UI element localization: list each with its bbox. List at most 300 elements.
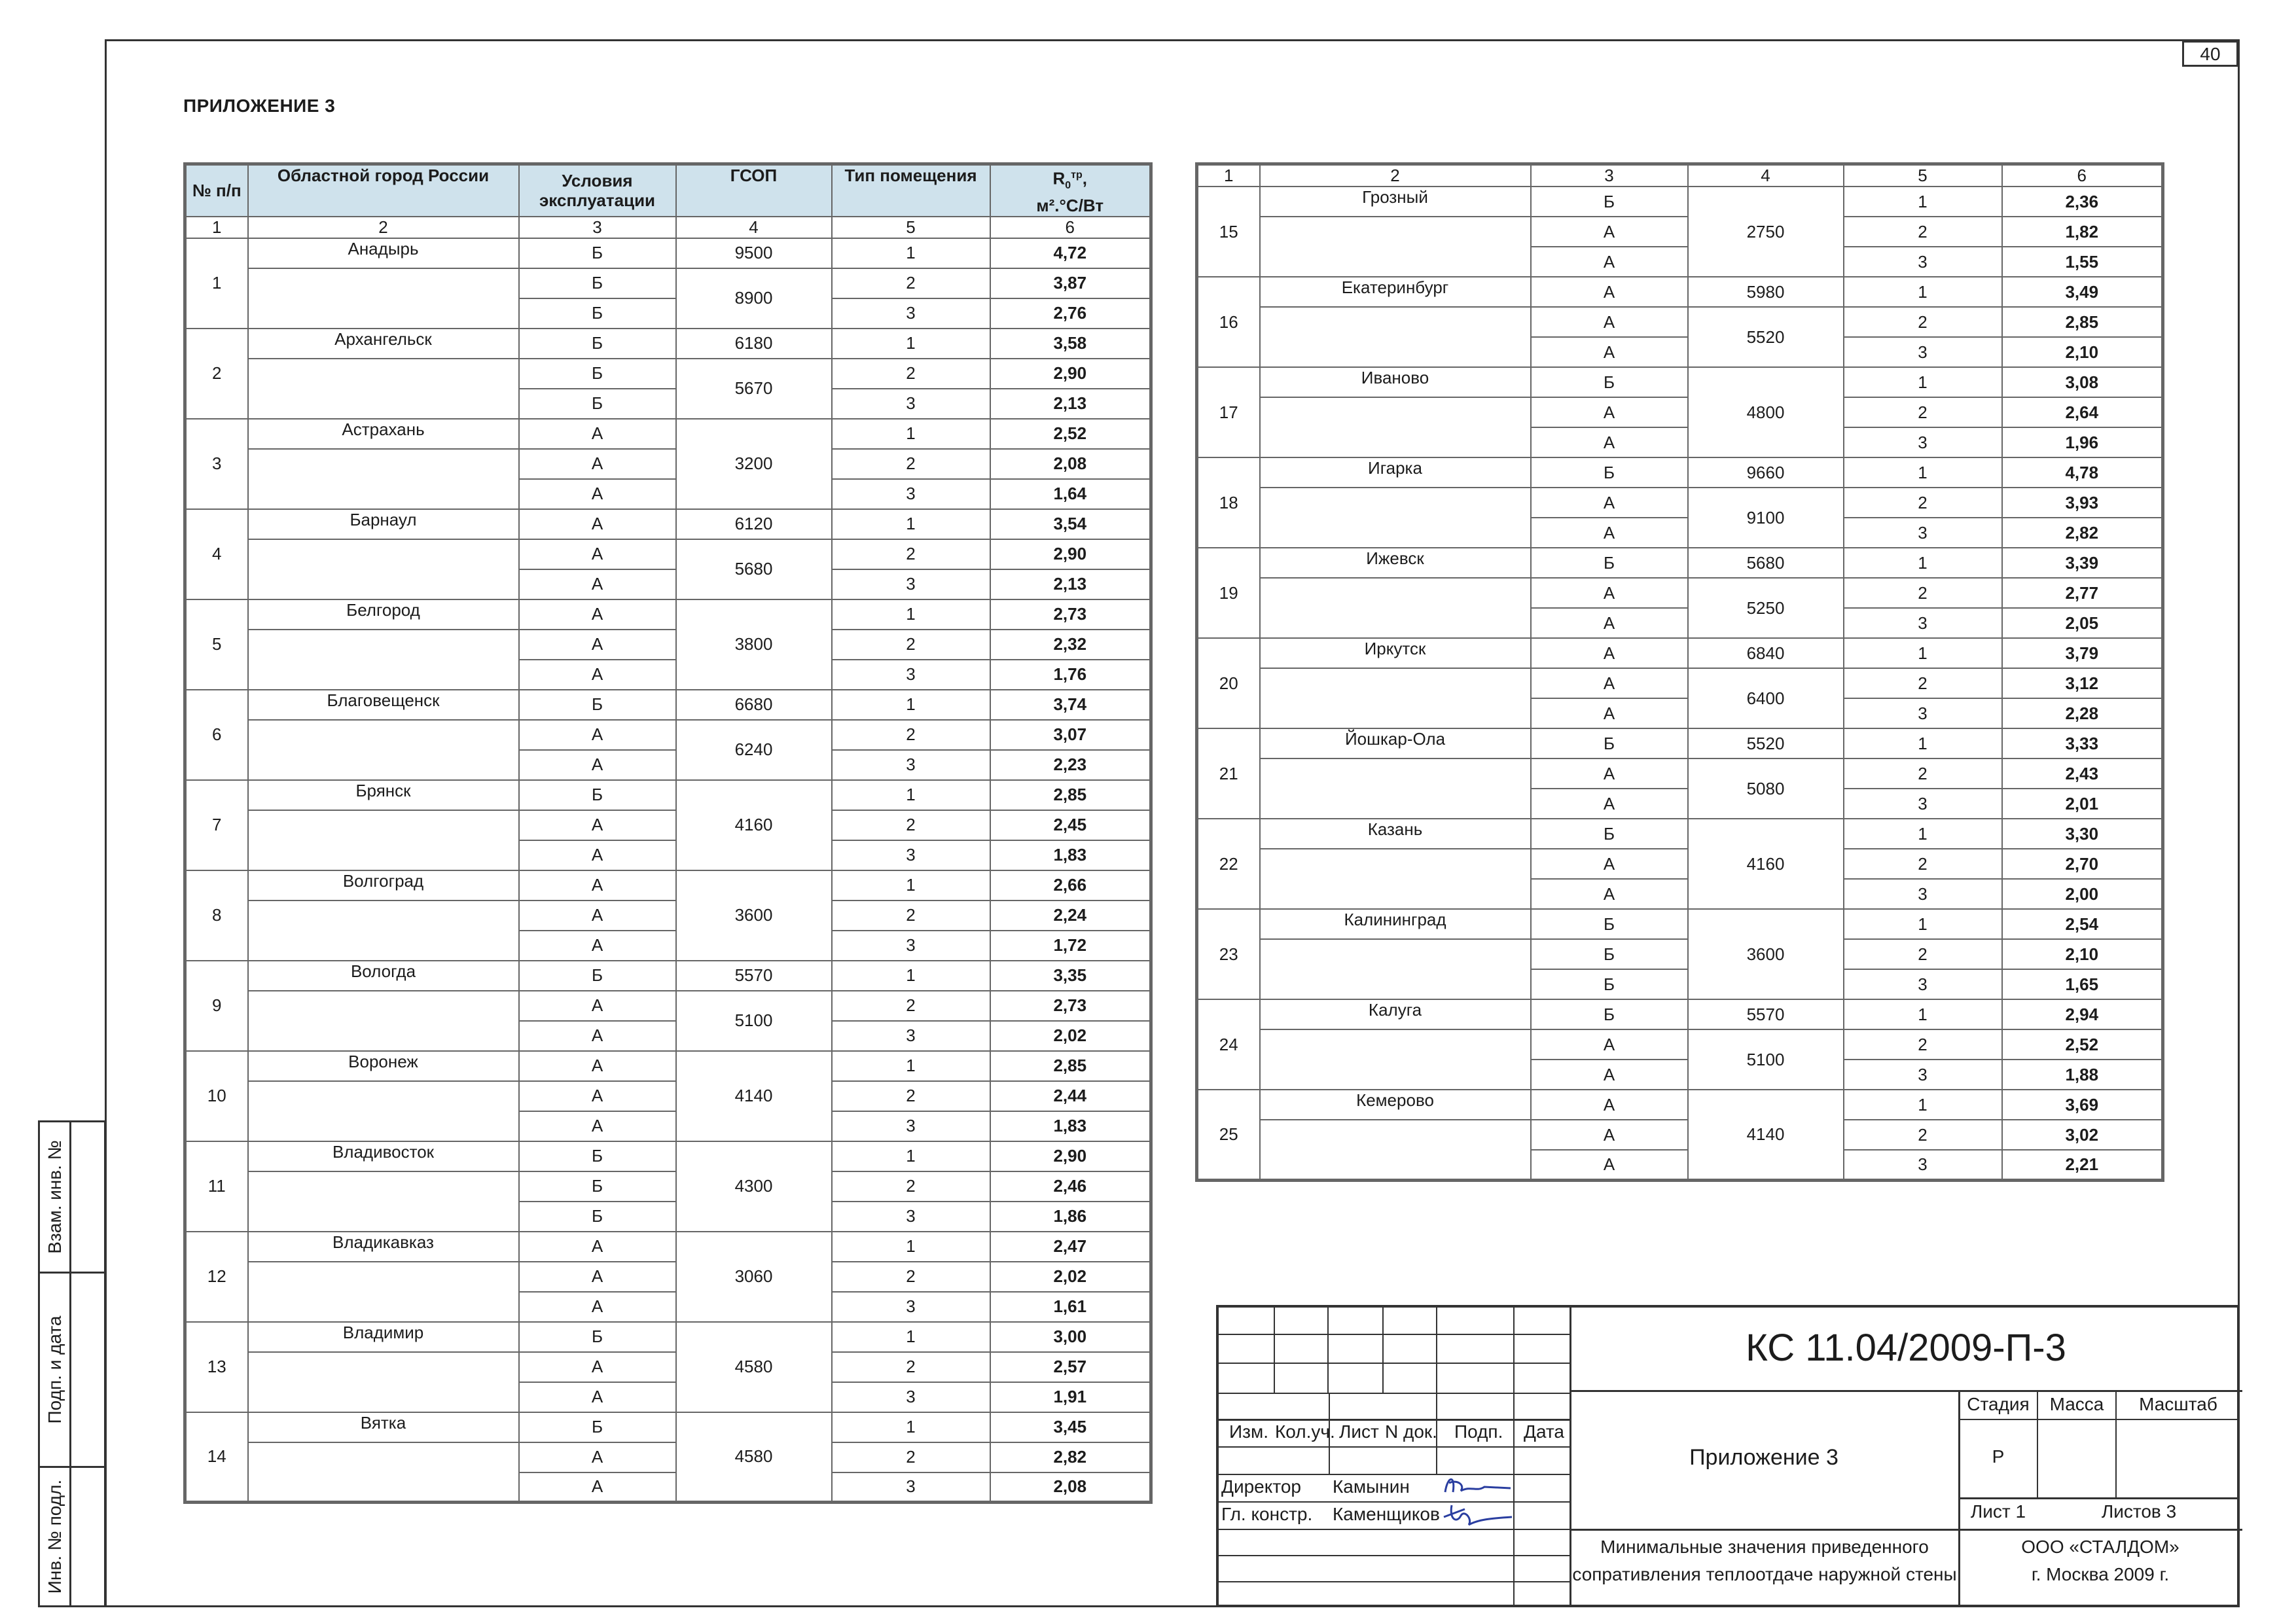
resistance-value-cell: 2,10 (2002, 939, 2163, 969)
resistance-value-cell: 3,87 (990, 268, 1151, 298)
room-type-cell: 1 (832, 690, 990, 720)
room-type-cell: 3 (1844, 427, 2002, 457)
row-number-cell: 1 (185, 238, 248, 329)
header-city: Областной город России (248, 164, 519, 217)
resistance-value-cell: 2,90 (990, 539, 1151, 569)
resistance-value-cell: 2,02 (990, 1262, 1151, 1292)
condition-cell: Б (1531, 909, 1688, 939)
city-name-cell: Архангельск (248, 329, 519, 359)
resistance-value-cell: 2,85 (990, 1051, 1151, 1081)
gsop-cell: 6120 (676, 509, 832, 539)
room-type-cell: 2 (832, 1081, 990, 1111)
table-row (1197, 909, 2163, 939)
row-number-cell: 13 (185, 1322, 248, 1412)
condition-cell: Б (1531, 187, 1688, 217)
resistance-value-cell: 4,72 (990, 238, 1151, 268)
room-type-cell: 2 (1844, 488, 2002, 518)
condition-cell: Б (519, 1171, 676, 1202)
gsop-cell: 5680 (676, 539, 832, 599)
resistance-value-cell: 3,79 (2002, 638, 2163, 668)
table-row (1197, 1029, 2163, 1060)
room-type-cell: 3 (832, 389, 990, 419)
gsop-cell: 6400 (1688, 668, 1844, 728)
room-type-cell: 3 (832, 931, 990, 961)
gsop-cell: 6680 (676, 690, 832, 720)
table-row (185, 991, 1151, 1021)
resistance-value-cell: 3,00 (990, 1322, 1151, 1352)
table-row (185, 419, 1151, 449)
room-type-cell: 1 (832, 1232, 990, 1262)
room-type-cell: 2 (1844, 939, 2002, 969)
table-row (185, 1141, 1151, 1171)
resistance-value-cell: 2,85 (2002, 307, 2163, 337)
row-number-cell: 16 (1197, 277, 1260, 367)
room-type-cell: 2 (832, 991, 990, 1021)
gsop-cell: 5980 (1688, 277, 1844, 307)
condition-cell: А (519, 1021, 676, 1051)
gsop-cell: 5100 (676, 991, 832, 1051)
city-name-cell: Волгоград (248, 870, 519, 901)
side-stamp-label-inv: Инв. № подл. (40, 1468, 71, 1605)
gsop-cell: 5100 (1688, 1029, 1844, 1090)
room-type-cell: 1 (1844, 819, 2002, 849)
room-type-cell: 3 (1844, 518, 2002, 548)
condition-cell: А (519, 1051, 676, 1081)
resistance-value-cell: 3,30 (2002, 819, 2163, 849)
row-number-cell: 11 (185, 1141, 248, 1232)
table-row (1197, 488, 2163, 518)
column-number: 5 (832, 217, 990, 238)
room-type-cell: 2 (832, 359, 990, 389)
resistance-value-cell: 2,00 (2002, 879, 2163, 909)
resistance-value-cell: 4,78 (2002, 457, 2163, 488)
city-empty-cell (248, 1081, 519, 1141)
table-row (185, 599, 1151, 630)
table-row (1197, 728, 2163, 758)
gsop-cell: 3060 (676, 1232, 832, 1322)
room-type-cell: 2 (832, 720, 990, 750)
condition-cell: А (519, 750, 676, 780)
gsop-cell: 5520 (1688, 307, 1844, 367)
row-number-cell: 7 (185, 780, 248, 870)
organization-city-year: г. Москва 2009 г. (2031, 1564, 2170, 1584)
condition-cell: А (1531, 488, 1688, 518)
room-type-cell: 2 (1844, 1029, 2002, 1060)
column-number: 6 (990, 217, 1151, 238)
gsop-cell: 4160 (1688, 819, 1844, 909)
stage-value: Р (1992, 1446, 2005, 1467)
condition-cell: Б (1531, 367, 1688, 397)
row-number-cell: 22 (1197, 819, 1260, 909)
room-type-cell: 1 (832, 238, 990, 268)
table-row (185, 238, 1151, 268)
city-name-cell: Екатеринбург (1260, 277, 1531, 307)
gsop-cell: 5680 (1688, 548, 1844, 578)
condition-cell: А (1531, 608, 1688, 638)
resistance-value-cell: 2,90 (990, 359, 1151, 389)
gsop-cell: 4800 (1688, 367, 1844, 457)
city-name-cell: Ижевск (1260, 548, 1531, 578)
city-empty-cell (248, 268, 519, 329)
room-type-cell: 1 (1844, 999, 2002, 1029)
gsop-cell: 5250 (1688, 578, 1844, 638)
room-type-cell: 3 (832, 840, 990, 870)
row-number-cell: 24 (1197, 999, 1260, 1090)
gsop-cell: 8900 (676, 268, 832, 329)
resistance-value-cell: 1,76 (990, 660, 1151, 690)
table-row (1197, 819, 2163, 849)
table-row (185, 1352, 1151, 1382)
resistance-value-cell: 3,49 (2002, 277, 2163, 307)
gsop-cell: 3200 (676, 419, 832, 509)
resistance-value-cell: 2,21 (2002, 1150, 2163, 1180)
condition-cell: Б (519, 1322, 676, 1352)
description-line-1: Минимальные значения приведенного (1600, 1537, 1929, 1557)
city-empty-cell (248, 539, 519, 599)
organization-name: ООО «СТАЛДОМ» (2021, 1537, 2179, 1557)
resistance-value-cell: 2,43 (2002, 758, 2163, 789)
condition-cell: А (519, 1472, 676, 1503)
condition-cell: А (519, 1292, 676, 1322)
condition-cell: Б (1531, 728, 1688, 758)
row-number-cell: 19 (1197, 548, 1260, 638)
table-row (1197, 277, 2163, 307)
resistance-value-cell: 2,85 (990, 780, 1151, 810)
city-empty-cell (1260, 217, 1531, 277)
city-name-cell: Брянск (248, 780, 519, 810)
condition-cell: А (519, 569, 676, 599)
condition-cell: А (1531, 698, 1688, 728)
condition-cell: А (1531, 668, 1688, 698)
row-number-cell: 18 (1197, 457, 1260, 548)
room-type-cell: 3 (1844, 789, 2002, 819)
room-type-cell: 2 (832, 1352, 990, 1382)
city-empty-cell (248, 720, 519, 780)
room-type-cell: 1 (832, 961, 990, 991)
room-type-cell: 3 (832, 479, 990, 509)
resistance-value-cell: 3,35 (990, 961, 1151, 991)
resistance-value-cell: 1,83 (990, 1111, 1151, 1141)
gsop-cell: 5570 (676, 961, 832, 991)
condition-cell: А (1531, 1120, 1688, 1150)
room-type-cell: 1 (1844, 1090, 2002, 1120)
row-number-cell: 10 (185, 1051, 248, 1141)
city-empty-cell (1260, 758, 1531, 819)
resistance-value-cell: 2,24 (990, 901, 1151, 931)
resistance-value-cell: 2,47 (990, 1232, 1151, 1262)
gsop-cell: 6180 (676, 329, 832, 359)
city-empty-cell (248, 359, 519, 419)
chief-role: Гл. констр. (1221, 1504, 1313, 1524)
condition-cell: Б (519, 298, 676, 329)
condition-cell: А (519, 509, 676, 539)
table-row (185, 359, 1151, 389)
resistance-value-cell: 2,02 (990, 1021, 1151, 1051)
document-code: КС 11.04/2009-П-3 (1746, 1327, 2066, 1369)
condition-cell: А (1531, 758, 1688, 789)
condition-cell: А (1531, 849, 1688, 879)
resistance-value-cell: 2,08 (990, 449, 1151, 479)
condition-cell: Б (1531, 548, 1688, 578)
gsop-cell: 5570 (1688, 999, 1844, 1029)
condition-cell: Б (1531, 819, 1688, 849)
table-row (185, 1262, 1151, 1292)
room-type-cell: 1 (832, 780, 990, 810)
table-row (185, 1171, 1151, 1202)
mass-label: Масса (2049, 1394, 2104, 1414)
resistance-value-cell: 2,32 (990, 630, 1151, 660)
table-row (1197, 397, 2163, 427)
city-name-cell: Владимир (248, 1322, 519, 1352)
room-type-cell: 1 (832, 1322, 990, 1352)
condition-cell: А (519, 870, 676, 901)
resistance-value-cell: 2,08 (990, 1472, 1151, 1503)
room-type-cell: 2 (832, 1171, 990, 1202)
resistance-value-cell: 1,88 (2002, 1060, 2163, 1090)
city-name-cell: Йошкар-Ола (1260, 728, 1531, 758)
condition-cell: А (519, 840, 676, 870)
room-type-cell: 2 (832, 810, 990, 840)
condition-cell: А (1531, 397, 1688, 427)
col-label-izm: Изм. (1229, 1421, 1268, 1442)
table-row (185, 449, 1151, 479)
table-row (185, 1412, 1151, 1442)
room-type-cell: 1 (832, 1412, 990, 1442)
table-row (1197, 638, 2163, 668)
row-number-cell: 4 (185, 509, 248, 599)
row-number-cell: 5 (185, 599, 248, 690)
condition-cell: А (519, 1232, 676, 1262)
gsop-cell: 4580 (676, 1412, 832, 1503)
side-stamp-label-vzam: Взам. инв. № (40, 1122, 71, 1272)
table-row (185, 1322, 1151, 1352)
table-row (185, 268, 1151, 298)
city-empty-cell (248, 449, 519, 509)
director-role: Директор (1221, 1476, 1301, 1497)
table-row (1197, 1090, 2163, 1120)
condition-cell: А (1531, 217, 1688, 247)
column-number: 3 (519, 217, 676, 238)
col-label-data: Дата (1524, 1421, 1565, 1442)
condition-cell: А (1531, 578, 1688, 608)
city-name-cell: Калининград (1260, 909, 1531, 939)
room-type-cell: 1 (1844, 909, 2002, 939)
room-type-cell: 3 (832, 569, 990, 599)
city-empty-cell (1260, 668, 1531, 728)
column-number: 2 (1260, 164, 1531, 187)
condition-cell: А (519, 419, 676, 449)
room-type-cell: 3 (832, 1111, 990, 1141)
gsop-cell: 4140 (1688, 1090, 1844, 1180)
room-type-cell: 2 (1844, 849, 2002, 879)
condition-cell: Б (519, 329, 676, 359)
room-type-cell: 1 (832, 870, 990, 901)
room-type-cell: 2 (1844, 758, 2002, 789)
condition-cell: А (519, 1262, 676, 1292)
gsop-cell: 4300 (676, 1141, 832, 1232)
director-signature (1439, 1472, 1515, 1501)
resistance-value-cell: 2,77 (2002, 578, 2163, 608)
condition-cell: А (1531, 518, 1688, 548)
col-label-list: Лист (1339, 1421, 1379, 1442)
condition-cell: А (1531, 277, 1688, 307)
room-type-cell: 2 (1844, 217, 2002, 247)
city-empty-cell (1260, 1120, 1531, 1180)
room-type-cell: 3 (832, 660, 990, 690)
room-type-cell: 3 (1844, 969, 2002, 999)
row-number-cell: 23 (1197, 909, 1260, 999)
condition-cell: Б (1531, 999, 1688, 1029)
room-type-cell: 1 (832, 1141, 990, 1171)
resistance-value-cell: 1,72 (990, 931, 1151, 961)
gsop-cell: 4140 (676, 1051, 832, 1141)
table-row (185, 961, 1151, 991)
condition-cell: А (1531, 307, 1688, 337)
city-name-cell: Калуга (1260, 999, 1531, 1029)
resistance-value-cell: 1,86 (990, 1202, 1151, 1232)
page-number: 40 (2182, 41, 2238, 67)
chief-name: Каменщиков (1333, 1504, 1440, 1524)
resistance-value-cell: 2,57 (990, 1352, 1151, 1382)
room-type-cell: 2 (832, 449, 990, 479)
condition-cell: Б (519, 1412, 676, 1442)
side-stamp-row-vzam (38, 1120, 106, 1274)
resistance-value-cell: 2,66 (990, 870, 1151, 901)
row-number-cell: 9 (185, 961, 248, 1051)
city-name-cell: Белгород (248, 599, 519, 630)
row-number-cell: 8 (185, 870, 248, 961)
resistance-value-cell: 3,93 (2002, 488, 2163, 518)
city-name-cell: Владивосток (248, 1141, 519, 1171)
director-name: Камынин (1333, 1476, 1410, 1497)
room-type-cell: 2 (832, 630, 990, 660)
resistance-value-cell: 2,90 (990, 1141, 1151, 1171)
gsop-cell: 5080 (1688, 758, 1844, 819)
resistance-value-cell: 2,10 (2002, 337, 2163, 367)
condition-cell: Б (519, 238, 676, 268)
room-type-cell: 2 (1844, 307, 2002, 337)
column-number: 5 (1844, 164, 2002, 187)
column-number-row (1197, 164, 2163, 187)
resistance-value-cell: 1,61 (990, 1292, 1151, 1322)
column-number: 2 (248, 217, 519, 238)
gsop-cell: 6240 (676, 720, 832, 780)
resistance-value-cell: 2,52 (990, 419, 1151, 449)
condition-cell: А (519, 630, 676, 660)
city-empty-cell (1260, 1029, 1531, 1090)
city-empty-cell (1260, 307, 1531, 367)
room-type-cell: 1 (832, 1051, 990, 1081)
gsop-cell: 2750 (1688, 187, 1844, 277)
condition-cell: А (519, 599, 676, 630)
header-conditions: Условия эксплуатации (519, 164, 676, 217)
resistance-value-cell: 3,33 (2002, 728, 2163, 758)
col-label-kolvo: Кол.уч. (1275, 1421, 1335, 1442)
row-number-cell: 20 (1197, 638, 1260, 728)
column-number: 3 (1531, 164, 1688, 187)
table-row (1197, 187, 2163, 217)
condition-cell: Б (519, 961, 676, 991)
city-name-cell: Иваново (1260, 367, 1531, 397)
city-name-cell: Благовещенск (248, 690, 519, 720)
city-empty-cell (248, 1262, 519, 1322)
table-row (185, 329, 1151, 359)
condition-cell: А (1531, 1090, 1688, 1120)
resistance-value-cell: 3,74 (990, 690, 1151, 720)
room-type-cell: 3 (1844, 698, 2002, 728)
city-empty-cell (1260, 939, 1531, 999)
room-type-cell: 3 (832, 298, 990, 329)
room-type-cell: 2 (832, 1262, 990, 1292)
room-type-cell: 1 (1844, 638, 2002, 668)
resistance-value-cell: 2,05 (2002, 608, 2163, 638)
room-type-cell: 2 (1844, 1120, 2002, 1150)
gsop-cell: 6840 (1688, 638, 1844, 668)
table-row (1197, 939, 2163, 969)
row-number-cell: 21 (1197, 728, 1260, 819)
side-stamp-row-inv (38, 1466, 106, 1607)
gsop-cell: 3800 (676, 599, 832, 690)
room-type-cell: 1 (1844, 548, 2002, 578)
sheets-total: Листов 3 (2101, 1501, 2177, 1522)
room-type-cell: 3 (1844, 608, 2002, 638)
condition-cell: Б (519, 780, 676, 810)
sheet-number: Лист 1 (1970, 1501, 2026, 1522)
room-type-cell: 3 (832, 1472, 990, 1503)
left-data-table (183, 162, 1153, 1504)
condition-cell: А (519, 931, 676, 961)
header-room-type: Тип помещения (832, 164, 990, 217)
city-empty-cell (248, 630, 519, 690)
city-name-cell: Астрахань (248, 419, 519, 449)
resistance-value-cell: 2,45 (990, 810, 1151, 840)
room-type-cell: 1 (1844, 187, 2002, 217)
header-resistance: $R_0^{тр}$, м².°С/Вт (990, 164, 1151, 217)
table-row (185, 810, 1151, 840)
row-number-cell: 2 (185, 329, 248, 419)
row-number-cell: 25 (1197, 1090, 1260, 1180)
row-number-cell: 17 (1197, 367, 1260, 457)
sheet-title: Приложение 3 (1689, 1445, 1839, 1470)
side-stamp (38, 1120, 107, 1607)
condition-cell: Б (519, 1202, 676, 1232)
resistance-value-cell: 3,08 (2002, 367, 2163, 397)
condition-cell: А (1531, 427, 1688, 457)
column-number: 4 (676, 217, 832, 238)
column-number-row (185, 217, 1151, 238)
city-name-cell: Вологда (248, 961, 519, 991)
resistance-value-cell: 2,52 (2002, 1029, 2163, 1060)
condition-cell: А (519, 1382, 676, 1412)
condition-cell: А (519, 1081, 676, 1111)
city-name-cell: Иркутск (1260, 638, 1531, 668)
row-number-cell: 3 (185, 419, 248, 509)
resistance-value-cell: 1,96 (2002, 427, 2163, 457)
table-row (1197, 307, 2163, 337)
header-gsop: ГСОП (676, 164, 832, 217)
resistance-value-cell: 3,39 (2002, 548, 2163, 578)
city-name-cell: Кемерово (1260, 1090, 1531, 1120)
condition-cell: А (1531, 638, 1688, 668)
room-type-cell: 3 (832, 1292, 990, 1322)
condition-cell: А (519, 660, 676, 690)
condition-cell: А (1531, 1060, 1688, 1090)
room-type-cell: 3 (1844, 1150, 2002, 1180)
row-number-cell: 14 (185, 1412, 248, 1503)
row-number-cell: 15 (1197, 187, 1260, 277)
city-name-cell: Воронеж (248, 1051, 519, 1081)
condition-cell: А (519, 1352, 676, 1382)
